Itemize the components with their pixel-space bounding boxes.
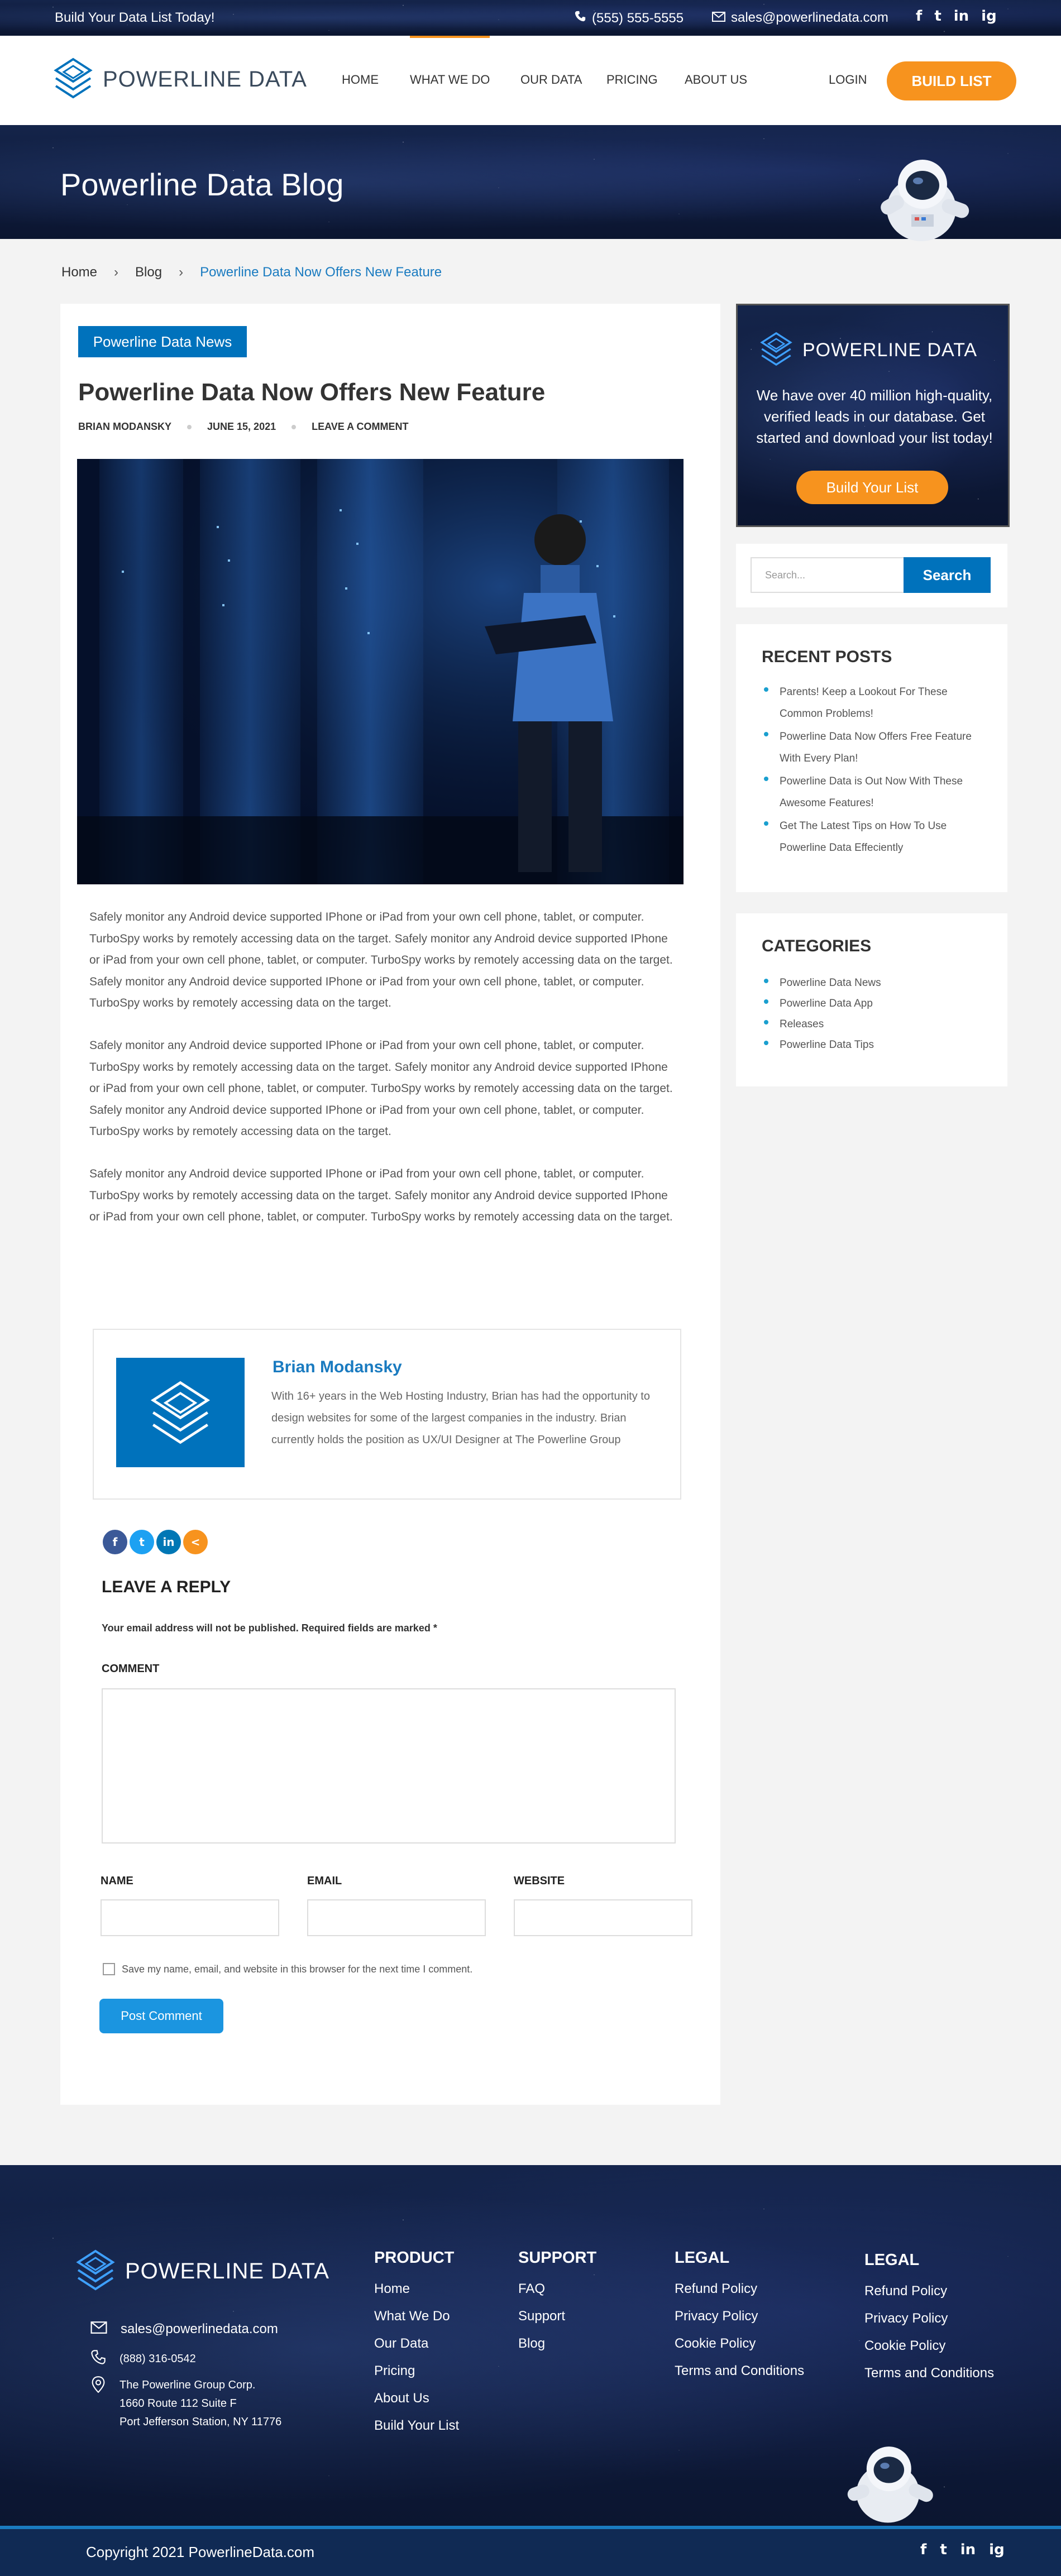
save-info-label: Save my name, email, and website in this browser for the next time I comment. [122, 1963, 473, 1975]
recent-post-link[interactable]: Powerline Data is Out Now With These Awesome Features! [762, 770, 985, 814]
top-phone[interactable] [574, 10, 684, 26]
nav-our-data[interactable]: OUR DATA [520, 73, 582, 87]
footer-link[interactable]: Privacy Policy [675, 2309, 758, 2324]
share-twitter-icon[interactable]: t [130, 1530, 154, 1554]
footer-email[interactable] [90, 2321, 278, 2337]
phone-icon [90, 2349, 106, 2368]
chevron-right-icon: › [179, 265, 184, 280]
location-pin-icon [90, 2376, 106, 2431]
footer-email-text: sales@powerlinedata.com [121, 2321, 278, 2336]
linkedin-icon[interactable]: in [953, 8, 969, 25]
footer-link[interactable]: Privacy Policy [864, 2311, 948, 2326]
share-icon[interactable]: < [183, 1530, 208, 1554]
login-link[interactable]: LOGIN [829, 73, 867, 87]
nav-about-us[interactable]: ABOUT US [685, 73, 748, 87]
instagram-icon[interactable]: ig [989, 2541, 1005, 2558]
post-paragraph-1: Safely monitor any Android device supported IPhone or iPad from your own cell phone, tablet, or computer. TurboSpy works by remotely accessing data on the target. Safely monitor any Android device supported IPhone or iPad from your own cell phone, tablet, or computer. TurboSpy works by remotely accessing data on the target. Safely monitor any Android device supported IPhone or iPad from your own cell phone, tablet, or computer. TurboSpy works by remotely accessing data on the target. [89, 911, 673, 1009]
post-comment-button[interactable]: Post Comment [99, 1999, 223, 2033]
nav-what-we-do[interactable]: WHAT WE DO [410, 73, 490, 87]
footer-link[interactable]: Our Data [374, 2336, 429, 2351]
categories-title: CATEGORIES [762, 937, 872, 955]
footer-link[interactable]: Terms and Conditions [675, 2363, 805, 2378]
astronaut-illustration [832, 2433, 944, 2531]
footer-link[interactable]: Build Your List [374, 2418, 460, 2433]
footer-link[interactable]: Cookie Policy [864, 2338, 946, 2353]
post-date: JUNE 15, 2021 [207, 421, 276, 432]
search-button[interactable]: Search [904, 557, 991, 593]
site-header [0, 36, 1061, 125]
recent-posts-widget [736, 624, 1007, 892]
address-line: Port Jefferson Station, NY 11776 [120, 2416, 282, 2428]
category-link[interactable]: Releases [762, 1014, 985, 1035]
phone-icon [574, 10, 586, 26]
footer-link[interactable]: Refund Policy [864, 2283, 948, 2299]
comment-label: COMMENT [102, 1663, 160, 1675]
top-bar [0, 0, 1061, 36]
reply-title: LEAVE A REPLY [102, 1578, 231, 1596]
footer-col-support [518, 2249, 596, 2357]
post-meta [78, 421, 408, 433]
email-field[interactable] [307, 1899, 486, 1936]
top-phone-text: (555) 555-5555 [592, 10, 684, 26]
meta-separator [187, 425, 192, 429]
name-field[interactable] [101, 1899, 279, 1936]
footer-link[interactable]: What We Do [374, 2309, 450, 2324]
top-email-text: sales@powerlinedata.com [731, 10, 888, 25]
search-input[interactable]: Search... [751, 557, 905, 593]
top-email[interactable] [712, 10, 888, 26]
post-hero-image [77, 459, 684, 884]
footer-link[interactable]: Home [374, 2281, 410, 2296]
page-title: Powerline Data Blog [60, 167, 344, 202]
logo-icon [76, 2249, 115, 2294]
footer-logo-text: POWERLINE DATA [125, 2259, 329, 2283]
footer-link[interactable]: FAQ [518, 2281, 546, 2296]
name-label: NAME [101, 1875, 133, 1887]
ad-text: We have over 40 million high-quality, verified leads in our database. Get started and download your list today! [756, 387, 993, 446]
recent-post-link[interactable]: Get The Latest Tips on How To Use Powerline Data Effeciently [762, 815, 985, 859]
footer-link[interactable]: Blog [518, 2336, 546, 2351]
post-author[interactable]: BRIAN MODANSKY [78, 421, 172, 432]
footer-col-legal [675, 2249, 804, 2385]
logo-text: POWERLINE DATA [103, 67, 307, 92]
footer-link[interactable]: About Us [374, 2391, 429, 2406]
website-field[interactable] [514, 1899, 692, 1936]
ad-logo [760, 331, 977, 370]
sidebar-ad [736, 304, 1010, 527]
author-bio: With 16+ years in the Web Hosting Industry, Brian has had the opportunity to design websites for some of the largest companies in the industry. Brian currently holds the position as UX/UI Designer at The Powerline Group [271, 1390, 650, 1446]
top-socials [916, 8, 997, 25]
category-link[interactable]: Powerline Data App [762, 993, 985, 1014]
leave-comment-link[interactable]: LEAVE A COMMENT [312, 421, 409, 432]
footer-socials [920, 2541, 1005, 2558]
breadcrumb-current: Powerline Data Now Offers New Feature [200, 265, 442, 280]
share-facebook-icon[interactable]: f [103, 1530, 127, 1554]
build-your-list-button[interactable]: Build Your List [796, 471, 948, 504]
twitter-icon[interactable]: t [934, 8, 941, 25]
footer-link[interactable]: Cookie Policy [675, 2336, 756, 2351]
save-info-row [103, 1963, 472, 1975]
category-badge[interactable]: Powerline Data News [78, 326, 247, 357]
recent-posts-title: RECENT POSTS [762, 648, 892, 666]
footer-logo[interactable] [76, 2249, 329, 2294]
categories-widget [736, 913, 1007, 1086]
recent-post-link[interactable]: Powerline Data Now Offers Free Feature With Every Plan! [762, 726, 985, 769]
nav-home[interactable]: HOME [342, 73, 379, 87]
comment-textarea[interactable] [102, 1688, 676, 1844]
categories-list [762, 973, 985, 1055]
page-banner [0, 125, 1061, 239]
breadcrumb-blog[interactable]: Blog [135, 265, 163, 280]
footer-col-product [374, 2249, 459, 2439]
footer-col-title: LEGAL [675, 2249, 730, 2267]
breadcrumb-home[interactable]: Home [61, 265, 98, 280]
share-buttons [103, 1530, 208, 1554]
search-widget [736, 544, 1007, 607]
twitter-icon[interactable]: t [940, 2541, 947, 2558]
article-card [60, 304, 720, 2105]
copyright: Copyright 2021 PowerlineData.com [86, 2544, 314, 2560]
site-footer [0, 2165, 1061, 2531]
site-logo[interactable] [54, 57, 307, 102]
meta-separator [291, 425, 296, 429]
author-box [93, 1329, 681, 1500]
post-paragraph-2: Safely monitor any Android device supported IPhone or iPad from your own cell phone, tablet, or computer. TurboSpy works by remotely accessing data on the target. Safely monitor any Android device supported IPhone or iPad from your own cell phone, tablet, or computer. TurboSpy works by remotely accessing data on the target. Safely monitor any Android device supported IPhone or iPad from your own cell phone, tablet, or computer. TurboSpy works by remotely accessing data on the target. [89, 1039, 673, 1138]
share-linkedin-icon[interactable]: in [156, 1530, 181, 1554]
footer-phone[interactable] [90, 2349, 196, 2368]
mail-icon [712, 10, 725, 26]
instagram-icon[interactable]: ig [981, 8, 997, 25]
top-tagline: Build Your Data List Today! [55, 10, 215, 25]
footer-link[interactable]: Support [518, 2309, 566, 2324]
footer-col-title: SUPPORT [518, 2249, 597, 2267]
category-link[interactable]: Powerline Data News [762, 973, 985, 993]
nav-pricing[interactable]: PRICING [606, 73, 658, 87]
save-info-checkbox[interactable] [103, 1963, 115, 1975]
mail-icon [90, 2321, 107, 2337]
author-name[interactable]: Brian Modansky [273, 1358, 402, 1376]
recent-post-link[interactable]: Parents! Keep a Lookout For These Common Problems! [762, 681, 985, 725]
footer-link[interactable]: Pricing [374, 2363, 415, 2378]
reply-note: Your email address will not be published. Required fields are marked * [102, 1622, 437, 1634]
post-paragraph-3: Safely monitor any Android device supported IPhone or iPad from your own cell phone, tablet, or computer. TurboSpy works by remotely accessing data on the target. Safely monitor any Android device supported IPhone or iPad from your own cell phone, tablet, or computer. TurboSpy works by remotely accessing data on the target. [89, 1167, 673, 1223]
footer-col-legal-2 [864, 2251, 994, 2387]
footer-col-title: PRODUCT [374, 2249, 455, 2267]
footer-link[interactable]: Terms and Conditions [864, 2366, 995, 2381]
address-line: The Powerline Group Corp. [120, 2379, 256, 2391]
email-label: EMAIL [307, 1875, 342, 1887]
address-line: 1660 Route 112 Suite F [120, 2397, 237, 2410]
logo-icon [54, 57, 93, 102]
breadcrumb [61, 265, 442, 280]
website-label: WEBSITE [514, 1875, 565, 1887]
chevron-right-icon: › [114, 265, 119, 280]
facebook-icon[interactable]: f [920, 2541, 927, 2558]
footer-address-lines [120, 2376, 281, 2431]
facebook-icon[interactable]: f [916, 8, 923, 25]
recent-posts-list [762, 681, 985, 859]
ad-logo-text: POWERLINE DATA [802, 339, 978, 361]
footer-bottom-bar [0, 2526, 1061, 2576]
footer-link[interactable]: Refund Policy [675, 2281, 758, 2296]
footer-col-title: LEGAL [864, 2251, 920, 2269]
astronaut-illustration [860, 153, 983, 251]
footer-phone-text: (888) 316-0542 [120, 2352, 196, 2365]
build-list-button[interactable]: BUILD LIST [887, 61, 1016, 100]
footer-address [90, 2376, 281, 2431]
linkedin-icon[interactable]: in [960, 2541, 976, 2558]
logo-icon [760, 331, 792, 370]
post-title: Powerline Data Now Offers New Feature [78, 379, 546, 406]
author-avatar [116, 1358, 245, 1467]
category-link[interactable]: Powerline Data Tips [762, 1035, 985, 1055]
